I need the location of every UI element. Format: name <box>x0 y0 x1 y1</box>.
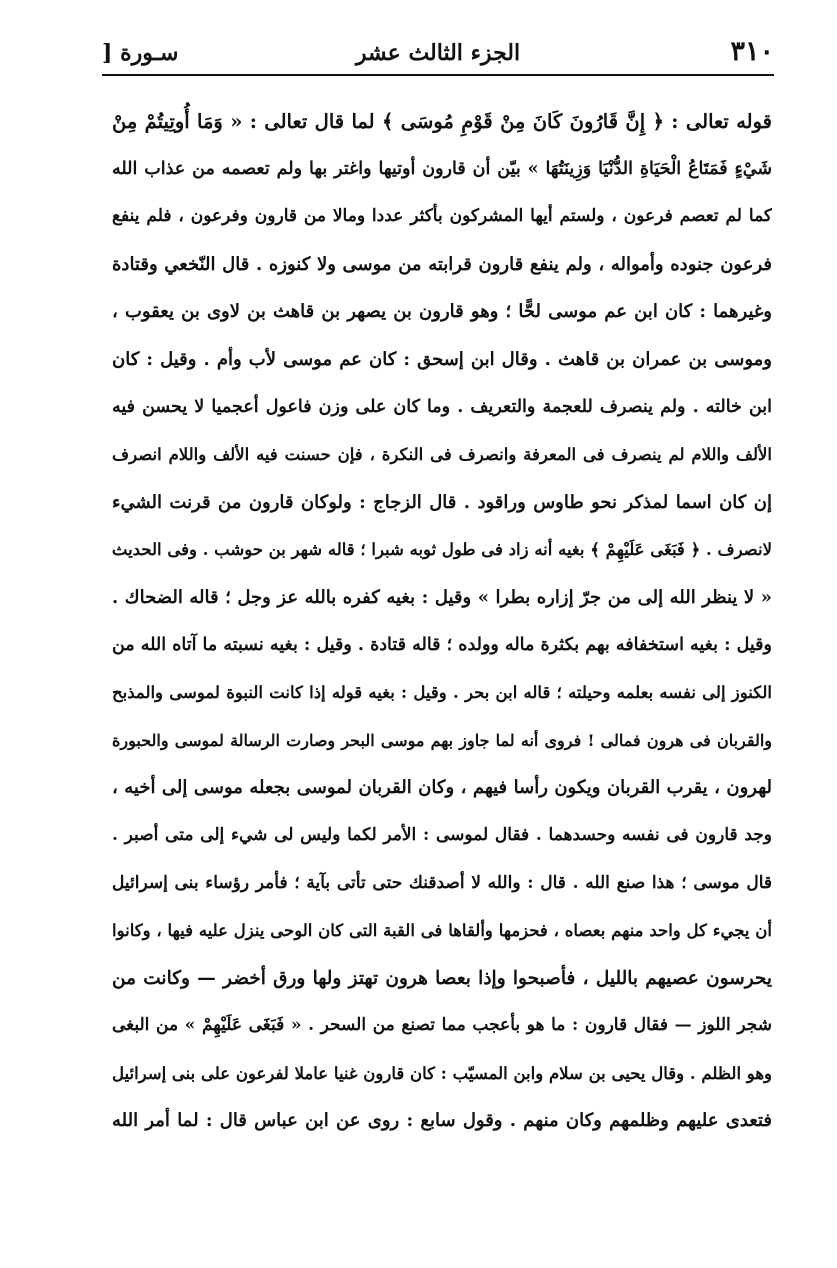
text-line: قال موسى ؛ هذا صنع الله . قال : والله لا أصدقنك حتى تأتى بآية ؛ فأمر رؤساء بنى إسرائيل <box>112 872 772 893</box>
text-line: لانصرف . ﴿ فَبَغَى عَلَيْهِمْ ﴾ بغيه أنه زاد فى طول ثوبه شبرا ؛ قاله شهر بن حوشب . وفى الحديث <box>112 540 772 560</box>
text-line: الألف واللام لم ينصرف فى المعرفة وانصرف فى النكرة ، فإن حسنت فيه الألف واللام انصرف <box>112 445 772 465</box>
text-line: فرعون جنوده وأمواله ، ولم ينفع قارون قرابته من موسى ولا كنوزه . قال النّخعي وقتادة <box>112 253 772 275</box>
text-line: شَيْءٍ فَمَتَاعُ الْحَيَاةِ الدُّنْيَا وَزِينَتُهَا » بيّن أن قارون أوتيها واغتر بها ولم تعصمه من عذاب الله <box>112 158 772 179</box>
text-line: كما لم تعصم فرعون ، ولستم أيها المشركون بأكثر عددا ومالا من قارون وفرعون ، فلم ينفع <box>112 206 772 227</box>
text-line: لهرون ، يقرب القربان ويكون رأسا فيهم ، وكان القربان لموسى بجعله موسى إلى أخيه ، <box>112 777 772 799</box>
text-line: وغيرهما : كان ابن عم موسى لحًّا ؛ وهو قارون بن يصهر بن قاهث بن لاوى بن يعقوب ، <box>112 301 772 323</box>
text-line: يحرسون عصيهم بالليل ، فأصبحوا وإذا بعصا هرون تهتز ولها ورق أخضر — وكانت من <box>112 967 772 989</box>
text-line: الكنوز إلى نفسه بعلمه وحيلته ؛ قاله ابن بحر . وقيل : بغيه قوله إذا كانت النبوة لموسى والمذبح <box>112 683 772 703</box>
page-header <box>102 34 774 74</box>
text-line: ابن خالته . ولم ينصرف للعجمة والتعريف . وما كان على وزن فاعول أعجميا لا يحسن فيه <box>112 396 772 417</box>
text-line: وقيل : بغيه استخفافه بهم بكثرة ماله وولده ؛ قاله قتادة . وقيل : بغيه نسبته ما آتاه الله من <box>112 634 772 655</box>
text-line: قوله تعالى : ﴿ إِنَّ قَارُونَ كَانَ مِنْ قَوْمِ مُوسَى ﴾ لما قال تعالى : « وَمَا أُوتِيتُمْ مِنْ <box>112 110 772 133</box>
surah-label: سـورة [ <box>102 40 179 66</box>
page-number: ٣١٠ <box>730 36 774 67</box>
text-line: وهو الظلم . وقال يحيى بن سلام وابن المسيّب : كان قارون غنيا عاملا لفرعون على بنى إسرائيل <box>112 1063 772 1083</box>
text-line: أن يجيء كل واحد منهم بعصاه ، فحزمها وألقاها فى القبة التى كان الوحى ينزل عليه فيها ، وكانوا <box>112 921 772 941</box>
header-divider <box>102 74 774 76</box>
text-line: وجد قارون فى نفسه وحسدهما . فقال لموسى : الأمر لكما وليس لى شيء إلى متى أصبر . <box>112 824 772 845</box>
text-line: والقربان فى هرون فمالى ! فروى أنه لما جاوز بهم موسى البحر وصارت الرسالة لموسى والحبورة <box>112 730 772 750</box>
text-line: وموسى بن عمران بن قاهث . وقال ابن إسحق : كان عم موسى لأب وأم . وقيل : كان <box>112 348 772 370</box>
text-line: شجر اللوز — فقال قارون : ما هو بأعجب مما تصنع من السحر . « فَبَغَى عَلَيْهِمْ » من البغى <box>112 1015 772 1036</box>
text-line: « لا ينظر الله إلى من جرّ إزاره بطرا » وقيل : بغيه كفره بالله عز وجل ؛ قاله الضحاك . <box>112 586 772 608</box>
running-title: الجزء الثالث عشر <box>355 40 521 66</box>
body-text <box>112 98 772 1145</box>
text-line: فتعدى عليهم وظلمهم وكان منهم . وقول سابع : روى عن ابن عباس قال : لما أمر الله <box>112 1110 772 1132</box>
text-line: إن كان اسما لمذكر نحو طاوس وراقود . قال الزجاج : ولوكان قارون من قرنت الشيء <box>112 491 772 513</box>
